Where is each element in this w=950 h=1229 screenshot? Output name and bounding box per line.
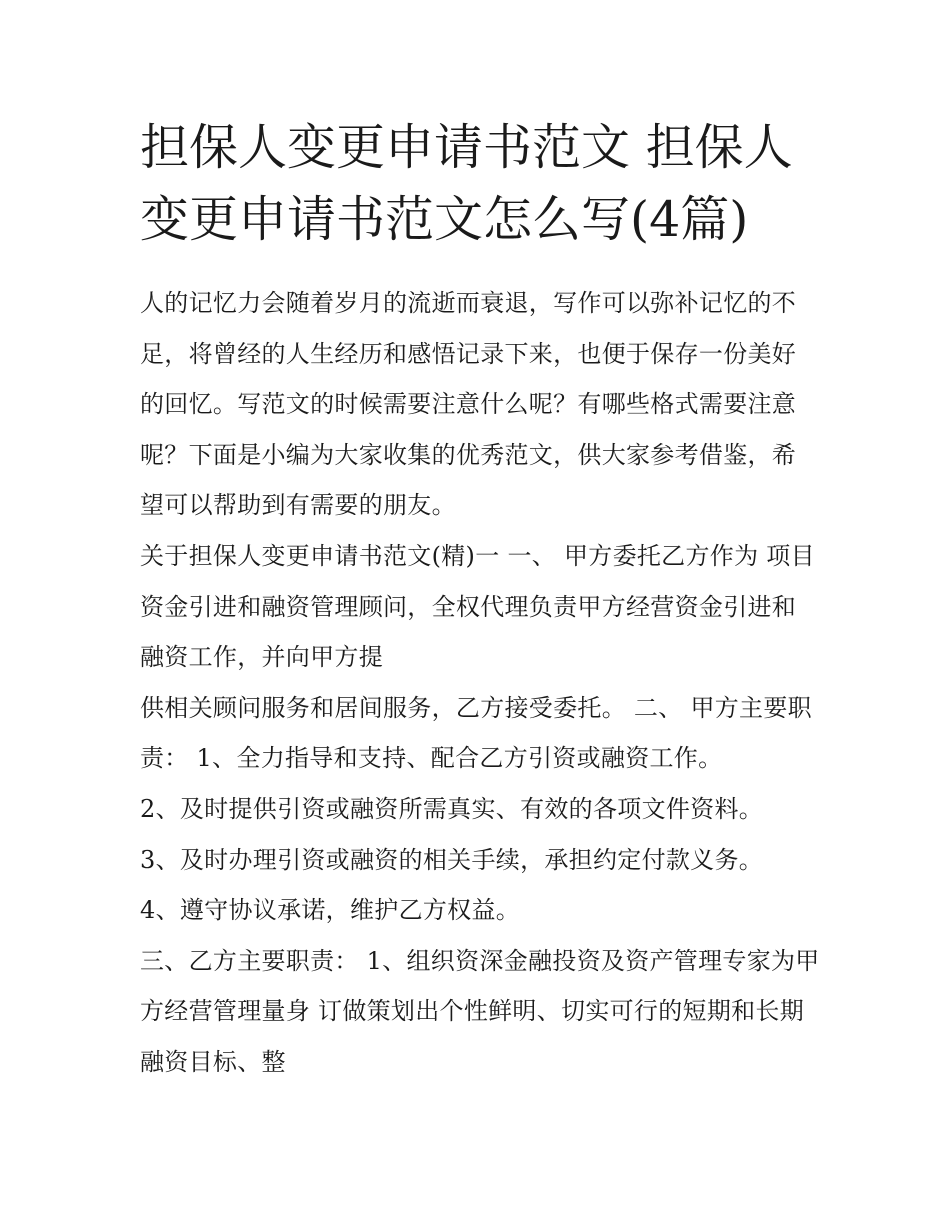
document-body [140, 278, 820, 1088]
body-paragraph-3: 2、及时提供引资或融资所需真实、有效的各项文件资料。 [140, 794, 764, 823]
body-paragraph-5: 4、遵守协议承诺，维护乙方权益。 [140, 896, 521, 925]
body-paragraph-4: 3、及时办理引资或融资的相关手续，承担约定付款义务。 [140, 845, 764, 874]
intro-paragraph: 人的记忆力会随着岁月的流逝而衰退，写作可以弥补记忆的不足，将曾经的人生经历和感悟记录下来，也便于保存一份美好的回忆。写范文的时候需要注意什么呢？有哪些格式需要注意呢？下面是小编为大家收集的优秀范文，供大家参考借鉴，希望可以帮助到有需要的朋友。 [140, 289, 797, 520]
document-title: 担保人变更申请书范文 担保人变更申请书范文怎么写(4篇) [140, 119, 793, 248]
body-paragraph-1: 关于担保人变更申请书范文(精)一 一、 甲方委托乙方作为 项目资金引进和融资管理顾问，全权代理负责甲方经营资金引进和融资工作，并向甲方提 [140, 541, 815, 672]
body-paragraph-6: 三、乙方主要职责： 1、组织资深金融投资及资产管理专家为甲方经营管理量身 订做策划出个性鲜明、切实可行的短期和长期融资目标、整 [140, 946, 820, 1076]
body-paragraph-2: 供相关顾问服务和居间服务，乙方接受委托。 二、 甲方主要职责： 1、全力指导和支持、配合乙方引资或融资工作。 [140, 693, 812, 773]
